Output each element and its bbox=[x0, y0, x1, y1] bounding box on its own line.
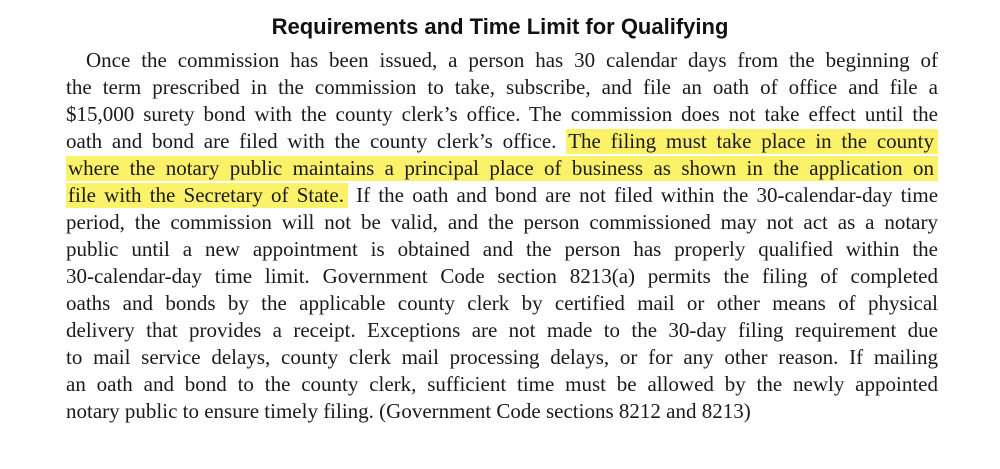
paragraph-line bbox=[66, 317, 938, 344]
section-heading: Requirements and Time Limit for Qualifying bbox=[271, 14, 729, 39]
text-run: oaths and bonds by the applicable county clerk by certified mail or other means of physical bbox=[66, 291, 938, 315]
paragraph-line bbox=[66, 263, 938, 290]
text-run: an oath and bond to the county clerk, sufficient time must be allowed by the newly appointed bbox=[66, 372, 938, 396]
paragraph-line bbox=[66, 236, 938, 263]
paragraph-line bbox=[66, 209, 938, 236]
paragraph-line bbox=[66, 344, 938, 371]
text-run: the term prescribed in the commission to take, subscribe, and file an oath of office and file a bbox=[66, 75, 938, 99]
text-run: oath and bond are filed with the county clerk’s office. bbox=[66, 129, 557, 153]
paragraph-line bbox=[66, 155, 938, 182]
text-run: If the oath and bond are not filed within the 30-calendar-day time bbox=[356, 183, 939, 207]
paragraph-line bbox=[66, 74, 938, 101]
highlighted-text: The filing must take place in the county bbox=[566, 129, 938, 154]
paragraph-line bbox=[66, 290, 938, 317]
paragraph-line bbox=[66, 182, 938, 209]
paragraph-line bbox=[66, 101, 938, 128]
text-run: notary public to ensure timely filing. (Government Code sections 8212 and 8213) bbox=[66, 399, 751, 423]
paragraph-line bbox=[66, 371, 938, 398]
highlighted-text: where the notary public maintains a principal place of business as shown in the application on bbox=[66, 156, 938, 181]
text-run: period, the commission will not be valid, and the person commissioned may not act as a notary bbox=[66, 210, 938, 234]
text-run: 30-calendar-day time limit. Government Code section 8213(a) permits the filing of completed bbox=[66, 264, 938, 288]
text-run: to mail service delays, county clerk mail processing delays, or for any other reason. If mailing bbox=[66, 345, 938, 369]
text-run: public until a new appointment is obtained and the person has properly qualified within the bbox=[66, 237, 938, 261]
text-run: Once the commission has been issued, a person has 30 calendar days from the beginning of bbox=[86, 48, 938, 72]
text-run: delivery that provides a receipt. Exceptions are not made to the 30-day filing requirement due bbox=[66, 318, 938, 342]
paragraph-line bbox=[66, 398, 938, 425]
highlighted-text: file with the Secretary of State. bbox=[66, 183, 348, 208]
paragraph-line bbox=[86, 47, 938, 74]
paragraph-line bbox=[66, 128, 938, 155]
text-run: $15,000 surety bond with the county clerk’s office. The commission does not take effect until the bbox=[66, 102, 938, 126]
